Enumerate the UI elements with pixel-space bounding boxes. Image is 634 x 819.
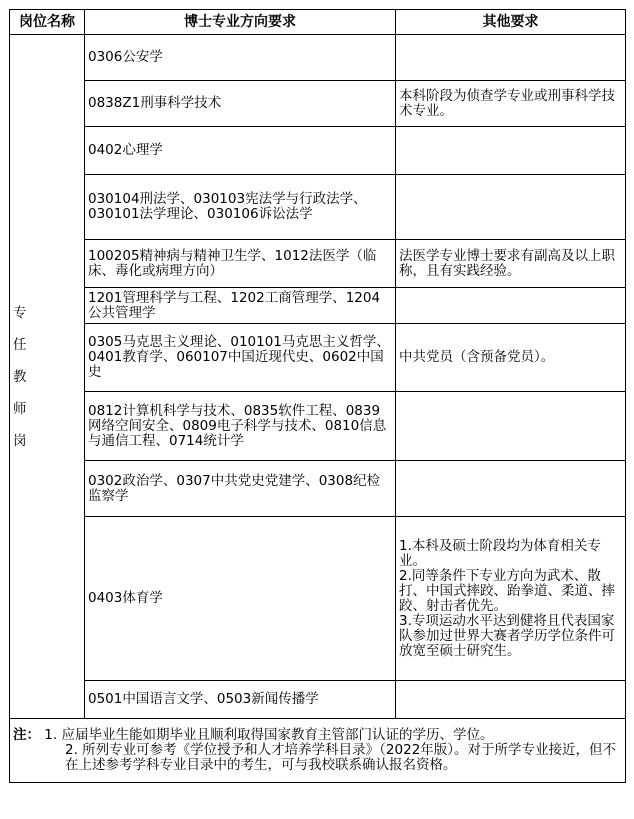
other-cell	[396, 127, 626, 175]
note-row	[10, 719, 626, 783]
sports-requirement-2: 2.同等条件下专业方向为武术、散打、中国式摔跤、跆拳道、柔道、摔跤、射击者优先。	[399, 567, 615, 614]
other-cell	[396, 288, 626, 324]
other-cell	[396, 461, 626, 517]
header-other: 其他要求	[396, 10, 626, 35]
note-text-2: 2. 所列专业可参考《学位授予和人才培养学科目录》（2022年版）。对于所学专业接近，但不在上述参考学科专业目录中的考生，可与我校联系确认报名资格。	[65, 742, 617, 773]
post-char: 师	[13, 400, 27, 417]
major-cell: 1201管理科学与工程、1202工商管理学、1204公共管理学	[85, 288, 396, 324]
note-text-1: 1. 应届毕业生能如期毕业且顺利取得国家教育主管部门认证的学历、学位。	[44, 727, 494, 743]
other-cell	[396, 681, 626, 719]
major-cell: 0306公安学	[85, 35, 396, 81]
table-row	[10, 288, 626, 324]
note-line-1	[13, 728, 622, 743]
major-cell: 0812计算机科学与技术、0835软件工程、0839网络空间安全、0809电子科学与技术、0810信息与通信工程、0714统计学	[85, 392, 396, 461]
post-char: 教	[13, 368, 27, 385]
other-cell	[396, 35, 626, 81]
other-cell: 本科阶段为侦查学专业或刑事科学技术专业。	[396, 81, 626, 127]
header-post: 岗位名称	[10, 10, 85, 35]
major-cell: 0501中国语言文学、0503新闻传播学	[85, 681, 396, 719]
post-char: 岗	[13, 432, 27, 449]
major-cell: 0403体育学	[85, 517, 396, 681]
table-row	[10, 81, 626, 127]
table-row	[10, 461, 626, 517]
other-cell: 中共党员（含预备党员）。	[396, 324, 626, 392]
major-cell: 030104刑法学、030103宪法学与行政法学、030101法学理论、030106诉讼法学	[85, 175, 396, 240]
table-row	[10, 175, 626, 240]
table-row	[10, 240, 626, 288]
table-row	[10, 392, 626, 461]
recruitment-requirements-table	[9, 9, 626, 783]
other-cell	[396, 517, 626, 681]
major-cell: 0302政治学、0307中共党史党建学、0308纪检监察学	[85, 461, 396, 517]
table-row	[10, 324, 626, 392]
note-cell	[10, 719, 626, 783]
table-row	[10, 127, 626, 175]
header-major: 博士专业方向要求	[85, 10, 396, 35]
post-char: 任	[13, 336, 27, 353]
other-cell	[396, 392, 626, 461]
note-prefix: 注：	[13, 727, 40, 743]
major-cell: 0402心理学	[85, 127, 396, 175]
major-cell: 0305马克思主义理论、010101马克思主义哲学、0401教育学、060107中国近现代史、0602中国史	[85, 324, 396, 392]
table-row	[10, 35, 626, 81]
major-cell: 0838Z1刑事科学技术	[85, 81, 396, 127]
sports-requirement-3: 3.专项运动水平达到健将且代表国家队参加过世界大赛者学历学位条件可放宽至硕士研究生。	[399, 612, 615, 659]
other-cell	[396, 175, 626, 240]
header-row	[10, 10, 626, 35]
table-row	[10, 517, 626, 681]
post-name-cell	[10, 35, 85, 719]
post-char: 专	[13, 304, 27, 321]
table-row	[10, 681, 626, 719]
major-cell: 100205精神病与精神卫生学、1012法医学（临床、毒化或病理方向）	[85, 240, 396, 288]
sports-requirement-1: 1.本科及硕士阶段均为体育相关专业。	[399, 537, 601, 569]
other-cell: 法医学专业博士要求有副高及以上职称，且有实践经验。	[396, 240, 626, 288]
